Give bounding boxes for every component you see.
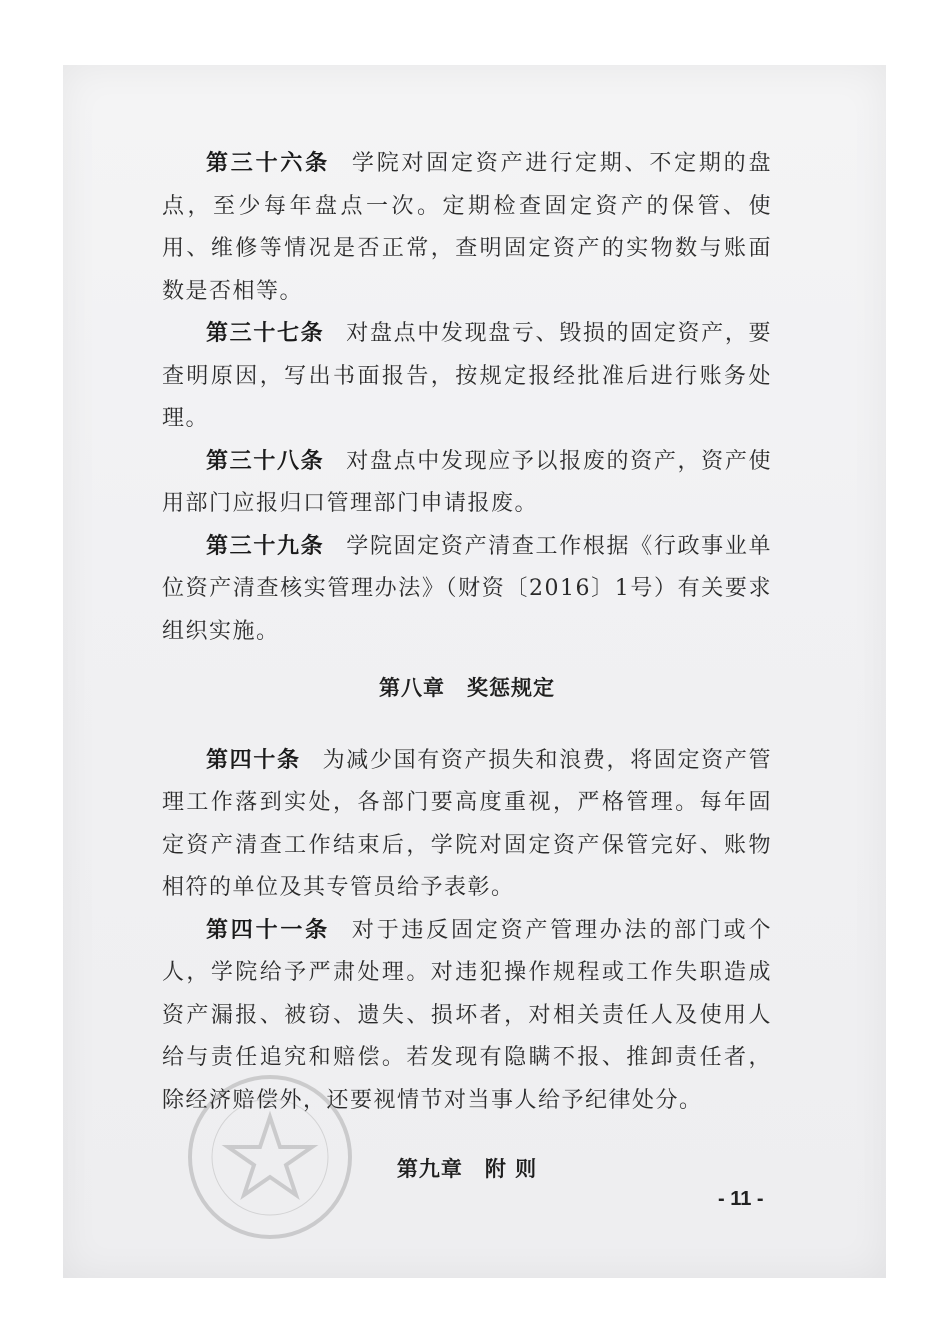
article-text: 对盘点中发现应予以报废的资产，资产使用部门应报归口管理部门申请报废。 [162,448,772,516]
chapter-number: 第八章 [379,676,445,700]
article-text: 为减少国有资产损失和浪费，将固定资产管理工作落到实处，各部门要高度重视，严格管理。每年固定资产清查工作结束后，学院对固定资产保管完好、账物相符的单位及其专管员给予表彰。 [162,747,772,900]
page-number: - 11 - [718,1188,764,1210]
article-label: 第四十条 [206,747,301,773]
article-36 [162,143,772,313]
chapter-8-heading [162,667,772,710]
article-40 [162,740,772,910]
chapter-title: 附 则 [484,1157,538,1181]
article-text: 对盘点中发现盘亏、毁损的固定资产，要查明原因，写出书面报告，按规定报经批准后进行账务处理。 [162,321,772,431]
article-label: 第三十六条 [206,151,330,176]
article-text: 学院固定资产清查工作根据《行政事业单位资产清查核实管理办法》（财资〔2016〕1号）有关要求组织实施。 [162,533,772,644]
article-39 [162,526,772,654]
article-38 [162,441,772,526]
document-body [162,143,772,1191]
chapter-9-heading [162,1148,772,1191]
chapter-number: 第九章 [396,1157,463,1181]
article-41 [162,910,772,1123]
article-text: 对于违反固定资产管理办法的部门或个人，学院给予严肃处理。对违犯操作规程或工作失职造成资产漏报、被窃、遗失、损坏者，对相关责任人及使用人给与责任追究和赔偿。若发现有隐瞒不报、推卸责任者，除经济赔偿外，还要视情节对当事人给予纪律处分。 [162,917,772,1113]
article-label: 第三十九条 [206,533,325,559]
article-text: 学院对固定资产进行定期、不定期的盘点，至少每年盘点一次。定期检查固定资产的保管、使用、维修等情况是否正常，查明固定资产的实物数与账面数是否相等。 [162,151,772,304]
article-label: 第三十七条 [206,321,325,346]
article-37 [162,313,772,441]
article-label: 第四十一条 [206,917,330,943]
article-label: 第三十八条 [206,448,325,474]
chapter-title: 奖惩规定 [467,676,555,700]
